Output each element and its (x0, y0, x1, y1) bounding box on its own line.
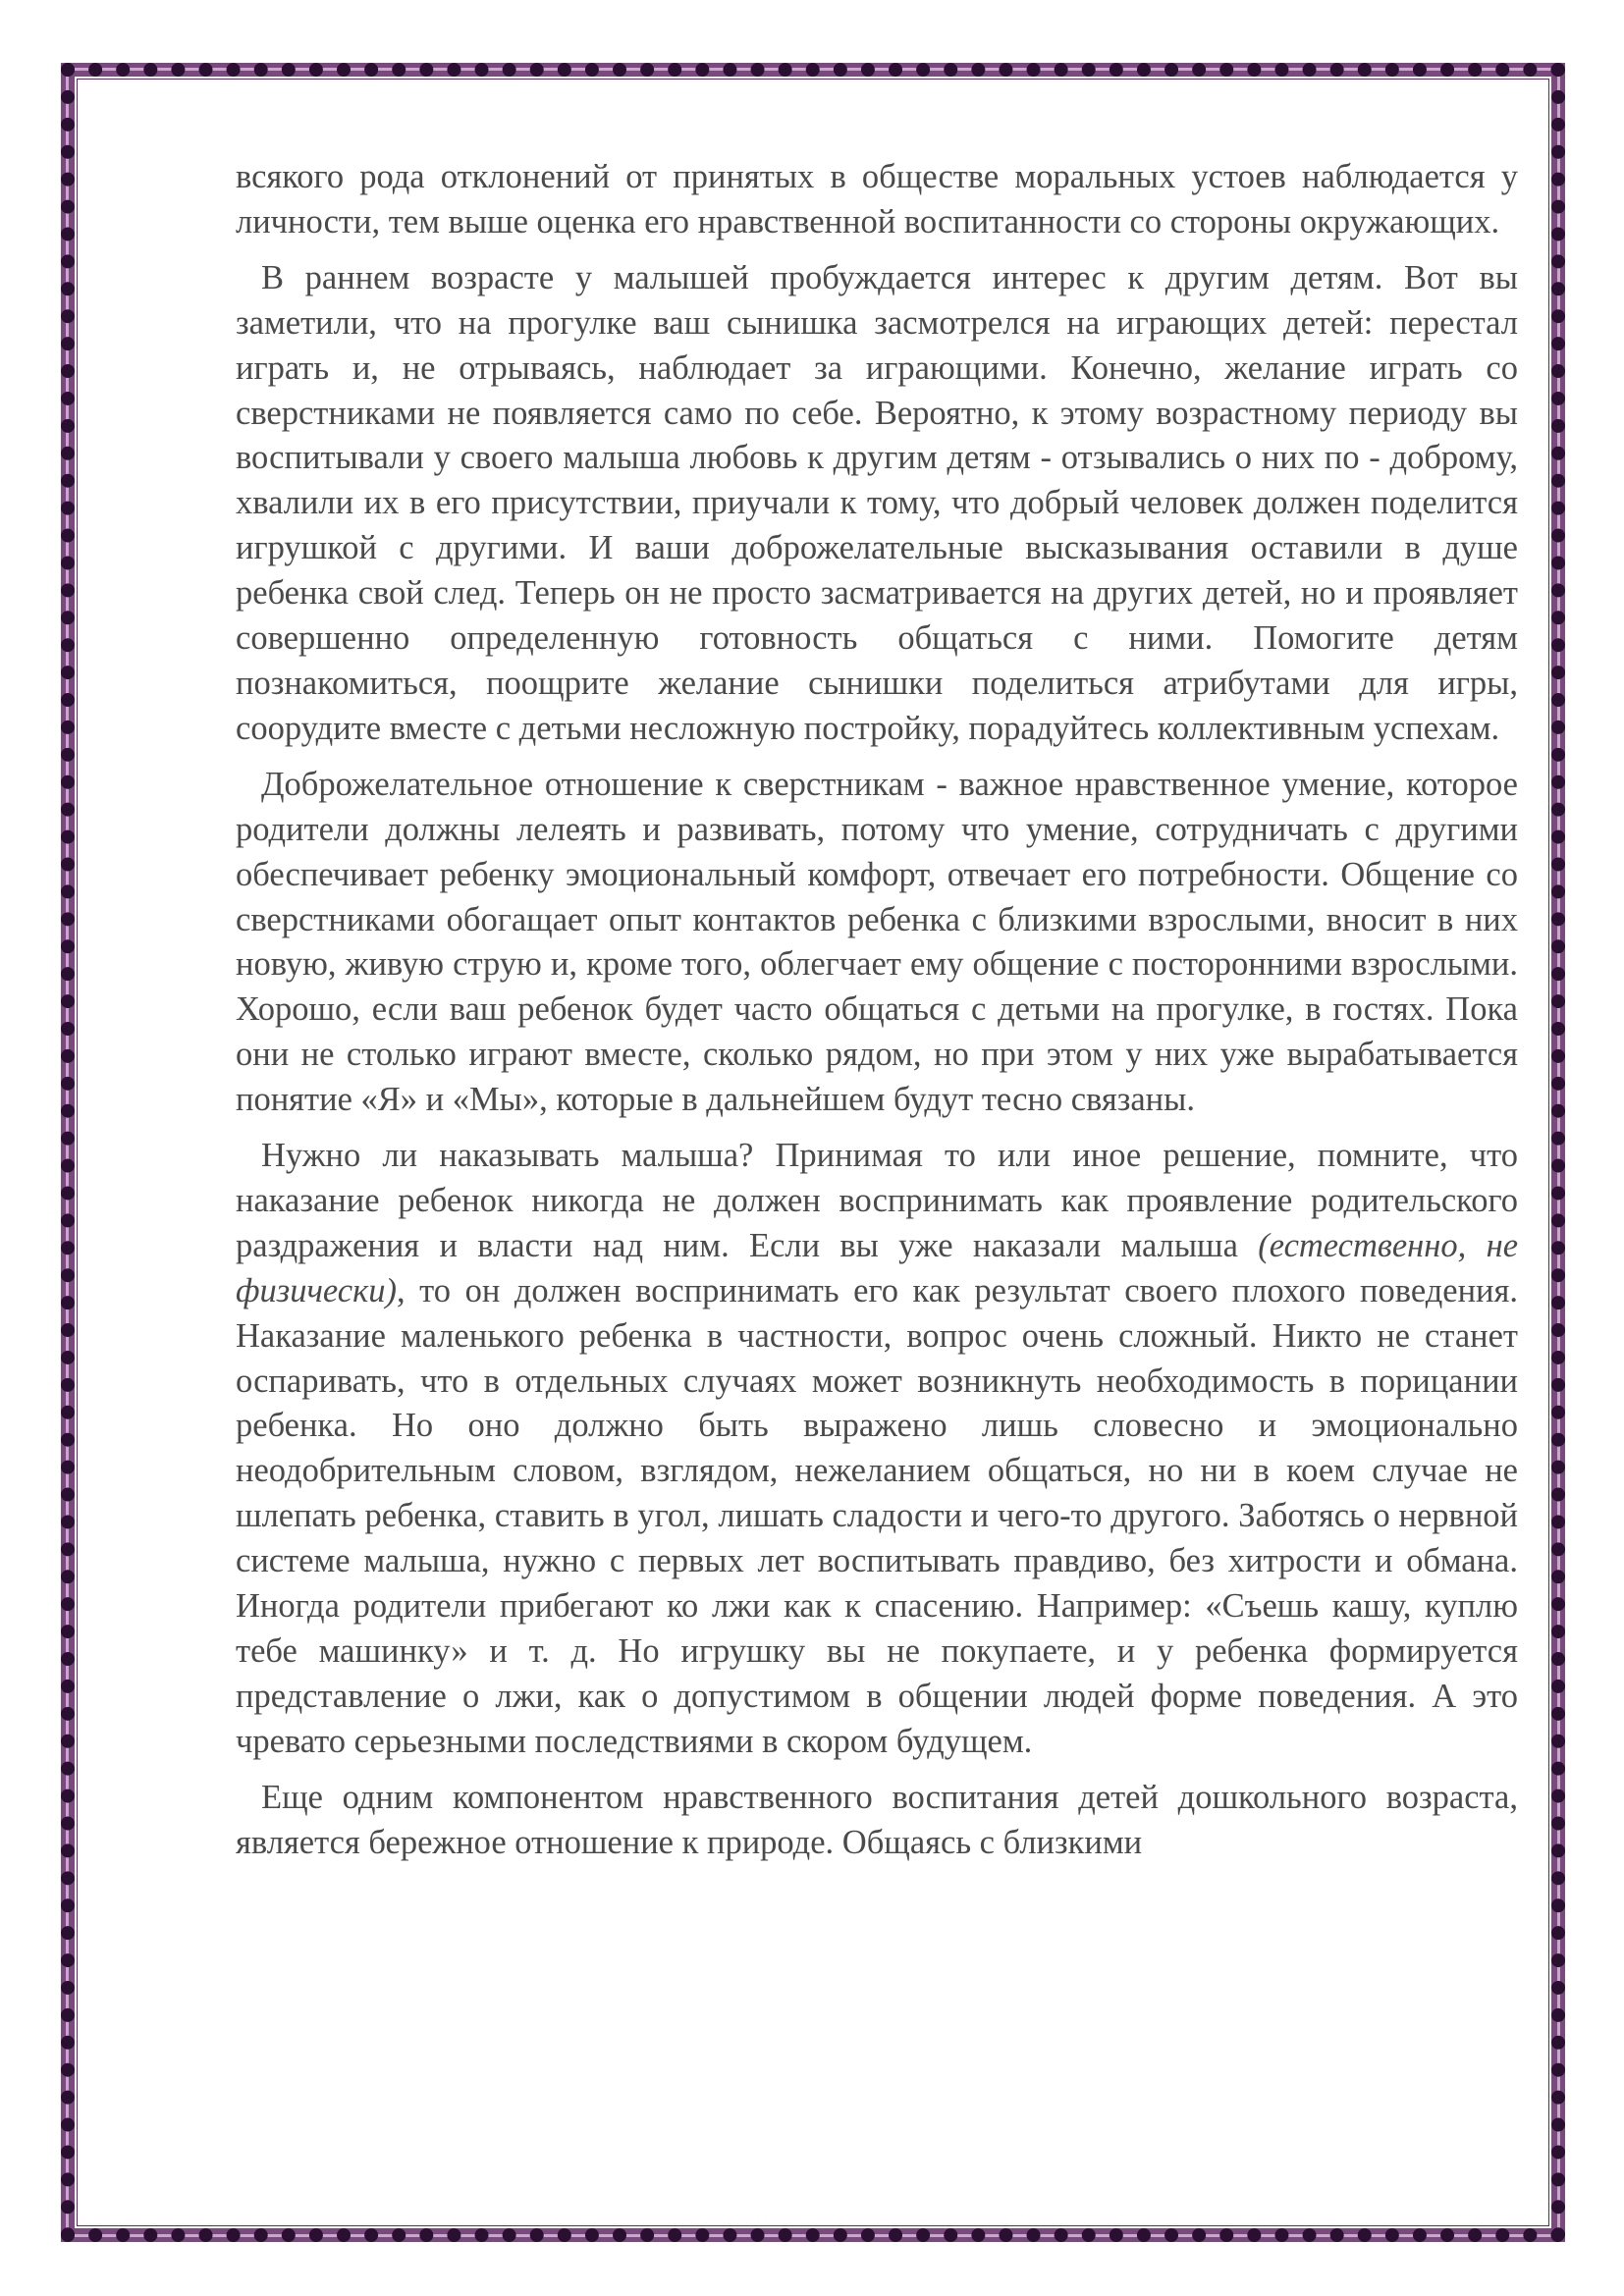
paragraph-4-text-after: , то он должен воспринимать его как результат своего плохого поведения. Наказание маленького ребенка в частности, вопрос очень сложный. Никто не станет оспаривать, что в отдельных случаях может возникнуть необходимость в порицании ребенка. Но оно должно быть выражено лишь словесно и эмоционально неодобрительным словом, взглядом, нежеланием общаться, но ни в коем случае не шлепать ребенка, ставить в угол, лишать сладости и чего-то другого. Заботясь о нервной системе малыша, нужно с первых лет воспитывать правдиво, без хитрости и обмана. Иногда родители прибегают ко лжи как к спасению. Например: «Съешь кашу, куплю тебе машинку» и т. д. Но игрушку вы не покупаете, и у ребенка формируется представление о лжи, как о допустимом в общении людей форме поведения. А это чревато серьезными последствиями в скором будущем. (236, 1271, 1518, 1760)
document-body (236, 155, 1518, 1877)
paragraph-5: Еще одним компонентом нравственного воспитания детей дошкольного возраста, является бережное отношение к природе. Общаясь с близкими (236, 1778, 1518, 1861)
paragraph-1: всякого рода отклонений от принятых в обществе моральных устоев наблюдается у личности, тем выше оценка его нравственной воспитанности со стороны окружающих. (236, 158, 1518, 240)
paragraph-4-text-before: Нужно ли наказывать малыша? Принимая то или иное решение, помните, что наказание ребенок никогда не должен воспринимать как проявление родительского раздражения и власти над ним. Если вы уже наказали малыша (236, 1137, 1518, 1264)
paragraph-4-italic-remark: (естественно, не физически) (236, 1226, 1519, 1309)
paragraph-3: Доброжелательное отношение к сверстникам - важное нравственное умение, которое родители должны лелеять и развивать, потому что умение, сотрудничать с другими обеспечивает ребенку эмоциональный комфорт, отвечает его потребности. Общение со сверстниками обогащает опыт контактов ребенка с близкими взрослыми, вносит в них новую, живую струю и, кроме того, облегчает ему общение с посторонними взрослыми. Хорошо, если ваш ребенок будет часто общаться с детьми на прогулке, в гостях. Пока они не столько играют вместе, сколько рядом, но при этом у них уже вырабатывается понятие «Я» и «Мы», которые в дальнейшем будут тесно связаны. (236, 765, 1518, 1119)
paragraph-4 (236, 1134, 1518, 1765)
paragraph-2: В раннем возрасте у малышей пробуждается интерес к другим детям. Вот вы заметили, что на прогулке ваш сынишка засмотрелся на играющих детей: перестал играть и, не отрываясь, наблюдает за играющими. Конечно, желание играть со сверстниками не появляется само по себе. Вероятно, к этому возрастному периоду вы воспитывали у своего малыша любовь к другим детям - отзывались о них по - доброму, хвалили их в его присутствии, приучали к тому, что добрый человек должен поделится игрушкой с другими. И ваши доброжелательные высказывания оставили в душе ребенка свой след. Теперь он не просто засматривается на других детей, но и проявляет совершенно определенную готовность общаться с ними. Помогите детям познакомиться, поощрите желание сынишки поделиться атрибутами для игры, соорудите вместе с детьми несложную постройку, порадуйтесь коллективным успехам. (236, 258, 1518, 747)
